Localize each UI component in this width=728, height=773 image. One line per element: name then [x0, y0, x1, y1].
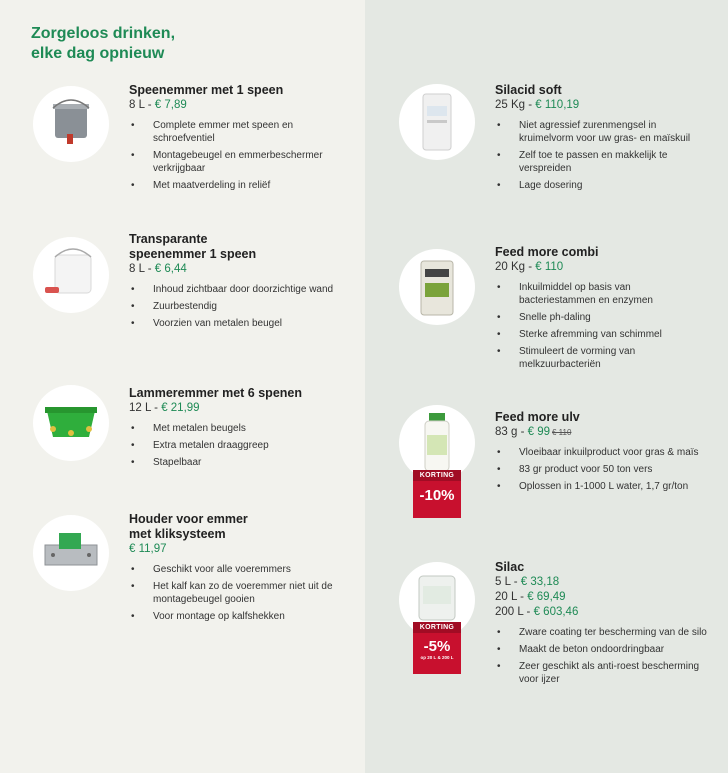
product-feed-more-ulv: [495, 410, 710, 497]
feature-item: • Maakt de beton ondoordringbaar: [495, 643, 710, 656]
discount-badge: KORTING -10%: [413, 470, 461, 518]
product-price: 200 L - € 603,46: [495, 606, 579, 618]
feature-item: • Het kalf kan zo de voeremmer niet uit de montagebeugel gooien: [129, 580, 344, 606]
feature-item: • Montagebeugel en emmerbeschermer verkrijgbaar: [129, 149, 344, 175]
product-image-lammeremmer: [33, 385, 109, 461]
product-price: 8 L - € 6,44: [129, 263, 187, 275]
feature-item: • Zeer geschikt als anti-roest bescherming voor ijzer: [495, 660, 710, 686]
product-price: 20 L - € 69,49: [495, 591, 566, 603]
feature-item: • Zware coating ter bescherming van de silo: [495, 626, 710, 639]
product-silacid-soft: [495, 83, 710, 196]
feature-item: • Lage dosering: [495, 179, 710, 192]
feature-item: • Stimuleert de vorming van melkzuurbacteriën: [495, 345, 710, 371]
feature-list: [129, 422, 344, 469]
product-title: Feed more combi: [495, 245, 599, 259]
feature-item: • Geschikt voor alle voeremmers: [129, 563, 344, 576]
product-transparante-speenemmer: [129, 232, 344, 334]
feature-item: • Met metalen beugels: [129, 422, 344, 435]
feature-item: • Met maatverdeling in reliëf: [129, 179, 344, 192]
product-price: 83 g - € 99 € 110: [495, 426, 572, 438]
feature-item: • Complete emmer met speen en schroefventiel: [129, 119, 344, 145]
page-heading: [31, 24, 175, 64]
feature-list: [129, 119, 344, 192]
feature-item: • Snelle ph-daling: [495, 311, 710, 324]
product-title: Silacid soft: [495, 83, 562, 97]
feature-list: [129, 563, 344, 623]
feature-item: • Inkuilmiddel op basis van bacteriestammen en enzymen: [495, 281, 710, 307]
product-image-houder: [33, 515, 109, 591]
feature-item: • Vloeibaar inkuilproduct voor gras & maïs: [495, 446, 710, 459]
product-title: Silac: [495, 560, 525, 574]
product-image-feed-more-combi: [399, 249, 475, 325]
feature-item: • Extra metalen draaggreep: [129, 439, 344, 452]
heading-line-1: Zorgeloos drinken,: [31, 25, 176, 42]
product-title: Feed more ulv: [495, 410, 580, 424]
product-image-speenemmer: [33, 86, 109, 162]
feature-list: [129, 283, 344, 330]
feature-item: • Voor montage op kalfshekken: [129, 610, 344, 623]
product-title: Transparante speenemmer 1 speen: [129, 232, 257, 261]
feature-item: • 83 gr product voor 50 ton vers: [495, 463, 710, 476]
feature-item: • Niet agressief zurenmengsel in kruimelvorm voor uw gras- en maïskuil: [495, 119, 710, 145]
product-price: 25 Kg - € 110,19: [495, 99, 580, 111]
product-feed-more-combi: [495, 245, 710, 375]
feature-list: [495, 281, 710, 371]
feature-item: • Zuurbestendig: [129, 300, 344, 313]
product-speenemmer: [129, 83, 344, 196]
product-houder-emmer: [129, 512, 344, 627]
old-price: € 110: [552, 428, 572, 437]
feature-list: [495, 119, 710, 192]
product-title: Speenemmer met 1 speen: [129, 83, 284, 97]
feature-item: • Zelf toe te passen en makkelijk te verspreiden: [495, 149, 710, 175]
feature-list: [495, 446, 710, 493]
product-price: € 11,97: [129, 543, 167, 555]
product-price: 5 L - € 33,18: [495, 576, 560, 588]
feature-item: • Inhoud zichtbaar door doorzichtige wand: [129, 283, 344, 296]
product-price: 12 L - € 21,99: [129, 402, 200, 414]
heading-line-2: elke dag opnieuw: [31, 45, 165, 62]
product-title: Houder voor emmer met kliksysteem: [129, 512, 248, 541]
feature-item: • Oplossen in 1-1000 L water, 1,7 gr/ton: [495, 480, 710, 493]
product-image-silacid-soft: [399, 84, 475, 160]
feature-item: • Voorzien van metalen beugel: [129, 317, 344, 330]
product-title: Lammeremmer met 6 spenen: [129, 386, 302, 400]
feature-item: • Sterke afremming van schimmel: [495, 328, 710, 341]
feature-list: [495, 626, 710, 686]
product-silac: [495, 560, 710, 690]
product-price: 20 Kg - € 110: [495, 261, 564, 273]
discount-badge: KORTING -5% op 20 L & 200 L: [413, 622, 461, 674]
product-price: 8 L - € 7,89: [129, 99, 187, 111]
product-lammeremmer: [129, 386, 344, 473]
feature-item: • Stapelbaar: [129, 456, 344, 469]
product-image-transparante-speenemmer: [33, 237, 109, 313]
